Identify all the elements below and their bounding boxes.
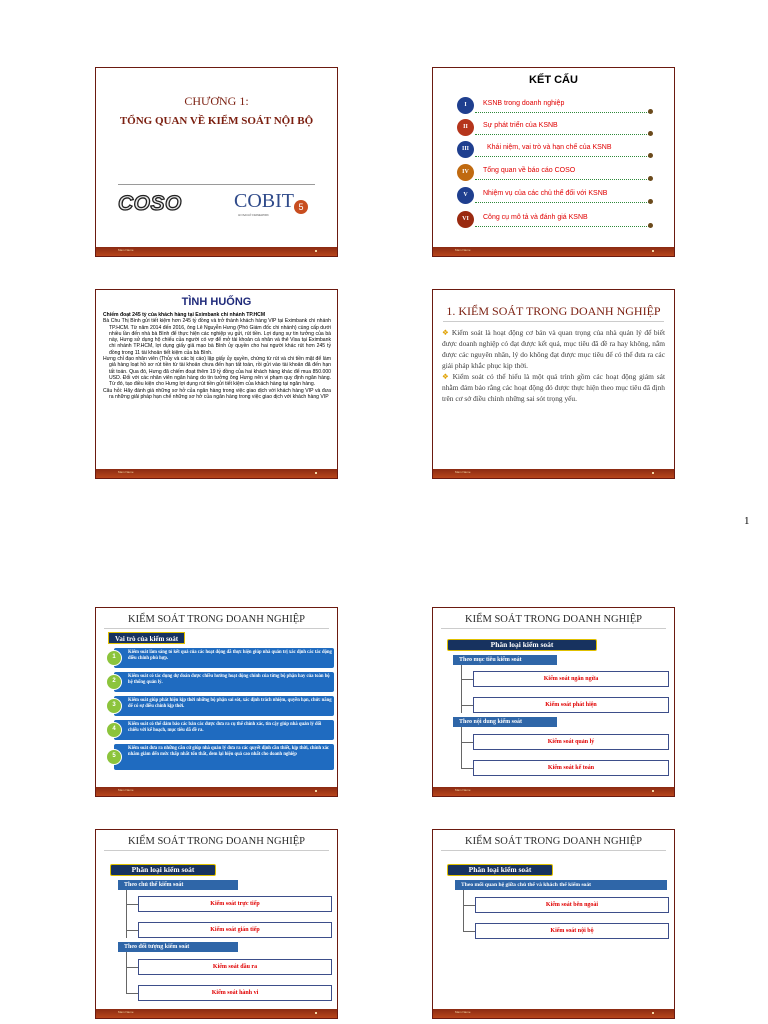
dot-end — [648, 131, 653, 136]
agenda-number: I — [457, 97, 474, 114]
cobit-subtitle: AN ISACA® FRAMEWORK — [238, 214, 269, 217]
classification-header: Phân loại kiểm soát — [447, 864, 553, 876]
group-header: Theo mối quan hệ giữa chủ thể và khách thể kiểm soát — [455, 880, 667, 890]
category-box: Kiểm soát đầu ra — [138, 959, 332, 975]
divider — [118, 184, 315, 185]
tree-line — [461, 742, 473, 743]
slide-1-title-line2: TỔNG QUAN VỀ KIỂM SOÁT NỘI BỘ — [119, 115, 314, 127]
role-item — [106, 648, 334, 670]
footer-mark — [652, 250, 654, 252]
tree-line — [126, 930, 138, 931]
group-header: Theo đối tượng kiểm soát — [118, 942, 238, 952]
footer-text: Mam Name — [455, 470, 471, 474]
group-header: Theo mục tiêu kiểm soát — [453, 655, 557, 665]
category-box: Kiểm soát hành vi — [138, 985, 332, 1001]
tree-line — [126, 993, 138, 994]
slide-footer — [96, 787, 337, 796]
category-box: Kiểm soát quản lý — [473, 734, 669, 750]
dot-end — [648, 109, 653, 114]
footer-mark — [315, 1012, 317, 1014]
slide-4-title: 1. KIỂM SOÁT TRONG DOANH NGHIỆP — [446, 304, 661, 318]
slide-footer — [96, 1009, 337, 1018]
definition-text — [442, 327, 665, 404]
classification-header: Phân loại kiểm soát — [447, 639, 597, 651]
divider — [441, 628, 666, 629]
tree-line — [461, 705, 473, 706]
footer-text: Mam Name — [118, 1010, 134, 1014]
agenda-number: V — [457, 187, 474, 204]
agenda-number: IV — [457, 164, 474, 181]
agenda-number: VI — [457, 211, 474, 228]
footer-mark — [315, 472, 317, 474]
role-number: 3 — [106, 698, 122, 714]
category-box: Kiểm soát kế toán — [473, 760, 669, 776]
role-item — [106, 672, 334, 694]
dotted-line — [475, 202, 649, 203]
agenda-number: II — [457, 119, 474, 136]
dot-end — [648, 176, 653, 181]
agenda-item — [457, 187, 653, 209]
cobit-badge: 5 — [294, 200, 308, 214]
tree-line — [463, 905, 475, 906]
role-text: Kiểm soát làm sáng tỏ kết quả của các hoạt động đã thực hiện giúp nhà quản trị xác định các tác động điều chỉnh phù hợp. — [128, 650, 332, 661]
slide-8 — [432, 829, 675, 1019]
tree-line — [463, 890, 464, 932]
footer-mark — [652, 472, 654, 474]
slide-footer — [433, 787, 674, 796]
slide-8-title: KIỂM SOÁT TRONG DOANH NGHIỆP — [465, 836, 642, 847]
cobit-logo: COBIT — [234, 190, 294, 212]
agenda-label: Sự phát triển của KSNB — [483, 122, 558, 129]
agenda-label: KSNB trong doanh nghiệp — [483, 100, 565, 107]
footer-text: Mam Name — [118, 470, 134, 474]
tree-line — [461, 679, 473, 680]
group-header: Theo chủ thể kiểm soát — [118, 880, 238, 890]
slide-3-title: TÌNH HUỐNG — [181, 296, 252, 308]
agenda-label: Công cụ mô tả và đánh giá KSNB — [483, 214, 588, 221]
dot-end — [648, 223, 653, 228]
page-number: 1 — [744, 515, 750, 527]
role-number: 2 — [106, 674, 122, 690]
agenda-label: Nhiệm vụ của các chủ thể đối với KSNB — [483, 190, 608, 197]
footer-text: Mam Name — [455, 248, 471, 252]
section-tag: Vai trò của kiểm soát — [108, 632, 185, 644]
slide-footer — [433, 1009, 674, 1018]
slide-footer — [96, 247, 337, 256]
slide-2-title: KẾT CẤU — [529, 74, 578, 86]
tree-line — [126, 967, 138, 968]
role-text: Kiểm soát có tác dụng dự đoán được chiều hướng hoạt động chính của từng bộ phận hay của toàn bộ hệ thống quản lý. — [128, 674, 330, 685]
agenda-item — [457, 119, 653, 141]
slide-4 — [432, 289, 675, 479]
diamond-bullet-icon: ❖ — [442, 372, 453, 381]
case-heading: Chiếm đoạt 245 tỷ của khách hàng tại Eximbank chi nhánh TP.HCM — [103, 312, 266, 318]
role-number: 5 — [106, 749, 122, 765]
role-item — [106, 744, 334, 766]
dotted-line — [475, 179, 649, 180]
agenda-item — [457, 164, 653, 186]
role-number: 1 — [106, 650, 122, 666]
coso-logo: COSO — [118, 192, 182, 215]
group-header: Theo nội dung kiểm soát — [453, 717, 557, 727]
case-question: Câu hỏi: Hãy đánh giá những sơ hở của ngân hàng trong việc giao dịch với khách hàng VIP và đưa ra những giải pháp hạn chế những sơ hở của ngân hàng trong việc giao dịch với khách hàng VIP — [103, 387, 331, 400]
category-box: Kiểm soát ngăn ngừa — [473, 671, 669, 687]
definition-bullet: Kiểm soát là hoạt động cơ bản và quan trọng của nhà quản lý để biết được doanh nghiệp có đạt được kết quả, mục tiêu đã đề ra hay không, nắm được các nguyên nhân, lý do không đạt được mục tiêu để có thể đưa ra các giải pháp khắc phục kịp thời. — [442, 328, 665, 370]
category-box: Kiểm soát trực tiếp — [138, 896, 332, 912]
slide-footer — [433, 469, 674, 478]
footer-text: Mam Name — [118, 248, 134, 252]
footer-mark — [652, 1012, 654, 1014]
dotted-line — [475, 226, 649, 227]
slide-5-title: KIỂM SOÁT TRONG DOANH NGHIỆP — [128, 614, 305, 625]
footer-text: Mam Name — [118, 788, 134, 792]
case-paragraph: Hưng chỉ đạo nhân viên (Thủy và các bị cáo) lập giấy ủy quyền, chứng từ rút và chi tiền mặt để làm giả hàng loạt hồ sơ rút tiền từ tài khoản chưa đến hạn tất toán, rồi gửi vào tài khoản đã đến hạn tất toán. Qua đó, Hưng đã chiếm đoạt thêm 19 tỷ đồng của hai khách hàng khác để mua 850.000 USD. Đối với các nhân viên ngân hàng do tin tưởng ông Hưng nên vi phạm quy định ngân hàng. Từ đó, tạo điều kiện cho Hưng lợi dụng rút tiền gửi tiết kiệm của khách hàng tại ngân hàng. — [103, 356, 331, 388]
case-study-text — [103, 312, 331, 400]
definition-bullet: Kiểm soát có thể hiểu là một quá trình gồm các hoạt động giám sát nhằm đảm bảo rằng các hoạt động đó được thực hiện theo mục tiêu đã định trên cơ sở điều chỉnh những sai sót trọng yếu. — [442, 372, 665, 403]
divider — [104, 850, 329, 851]
dotted-line — [475, 134, 649, 135]
tree-line — [126, 904, 138, 905]
divider — [443, 321, 664, 322]
role-number: 4 — [106, 722, 122, 738]
agenda-number: III — [457, 141, 474, 158]
footer-mark — [652, 790, 654, 792]
classification-header: Phân loại kiểm soát — [110, 864, 216, 876]
footer-mark — [315, 250, 317, 252]
category-box: Kiểm soát bên ngoài — [475, 897, 669, 913]
tree-line — [461, 768, 473, 769]
slide-6 — [432, 607, 675, 797]
category-box: Kiểm soát phát hiện — [473, 697, 669, 713]
dot-end — [648, 199, 653, 204]
slide-7-title: KIỂM SOÁT TRONG DOANH NGHIỆP — [128, 836, 305, 847]
slide-6-title: KIỂM SOÁT TRONG DOANH NGHIỆP — [465, 614, 642, 625]
slide-3 — [95, 289, 338, 479]
agenda-label: Khái niệm, vai trò và hạn chế của KSNB — [487, 144, 612, 151]
agenda-label: Tổng quan về báo cáo COSO — [483, 167, 576, 174]
role-text: Kiểm soát có thể đảm bảo các bản các được đưa ra cụ thể chính xác, tin cậy giúp nhà quản lý đối chiếu với kế hoạch, mục tiêu đã đề ra. — [128, 722, 322, 733]
slide-footer — [96, 469, 337, 478]
slide-2 — [432, 67, 675, 257]
role-text: Kiểm soát giúp phát hiện kịp thời những bộ phận sai sót, xác định trách nhiệm, quyền hạn, chức năng để có sự điều chỉnh kịp thời. — [128, 698, 332, 709]
role-item — [106, 696, 334, 718]
footer-mark — [315, 790, 317, 792]
agenda-item — [457, 211, 653, 233]
dot-end — [648, 153, 653, 158]
agenda-item — [457, 97, 653, 119]
tree-line — [461, 727, 462, 769]
diamond-bullet-icon: ❖ — [442, 328, 452, 337]
footer-text: Mam Name — [455, 788, 471, 792]
tree-line — [463, 931, 475, 932]
slide-footer — [433, 247, 674, 256]
slide-7 — [95, 829, 338, 1019]
tree-line — [126, 952, 127, 994]
footer-text: Mam Name — [455, 1010, 471, 1014]
dotted-line — [475, 112, 649, 113]
category-box: Kiểm soát nội bộ — [475, 923, 669, 939]
case-paragraph: Bà Chu Thị Bình gửi tiết kiệm hơn 245 tỷ đồng và trở thành khách hàng VIP tại Eximbank chi nhánh TP.HCM. Từ năm 2014 đến 2016, ông Lê Nguyễn Hưng (Phó Giám đốc chi nhánh) cùng cấp dưới nhiều lần đến nhà bà Bình để thực hiện các nghiệp vụ gửi, rút tiền. Lợi dụng sự tin tưởng của bà này, Hưng sử dụng hộ chiếu của người có vợ để mở tài khoản cá nhân và thẻ Visa tại Eximbank chi nhánh TP.HCM, lợi dụng giấy giả mạo bà Bình ủy quyền cho hai người khác rút hơn 245 tỷ đồng trong 11 tài khoản tiết kiệm của bà Bình. — [103, 318, 331, 356]
divider — [104, 628, 329, 629]
agenda-item — [457, 141, 653, 163]
slide-1 — [95, 67, 338, 257]
role-item — [106, 720, 334, 742]
dotted-line — [475, 156, 649, 157]
category-box: Kiểm soát gián tiếp — [138, 922, 332, 938]
divider — [441, 850, 666, 851]
role-text: Kiểm soát đưa ra những căn cứ giúp nhà quản lý đưa ra các quyết định cần thiết, kịp thời, chính xác nhằm giảm đến mức thấp nhất tổn thất, đem lại hiệu quả cao nhất cho doanh nghiệp — [128, 746, 329, 757]
slide-5 — [95, 607, 338, 797]
slide-1-title-line1: CHƯƠNG 1: — [184, 94, 249, 108]
